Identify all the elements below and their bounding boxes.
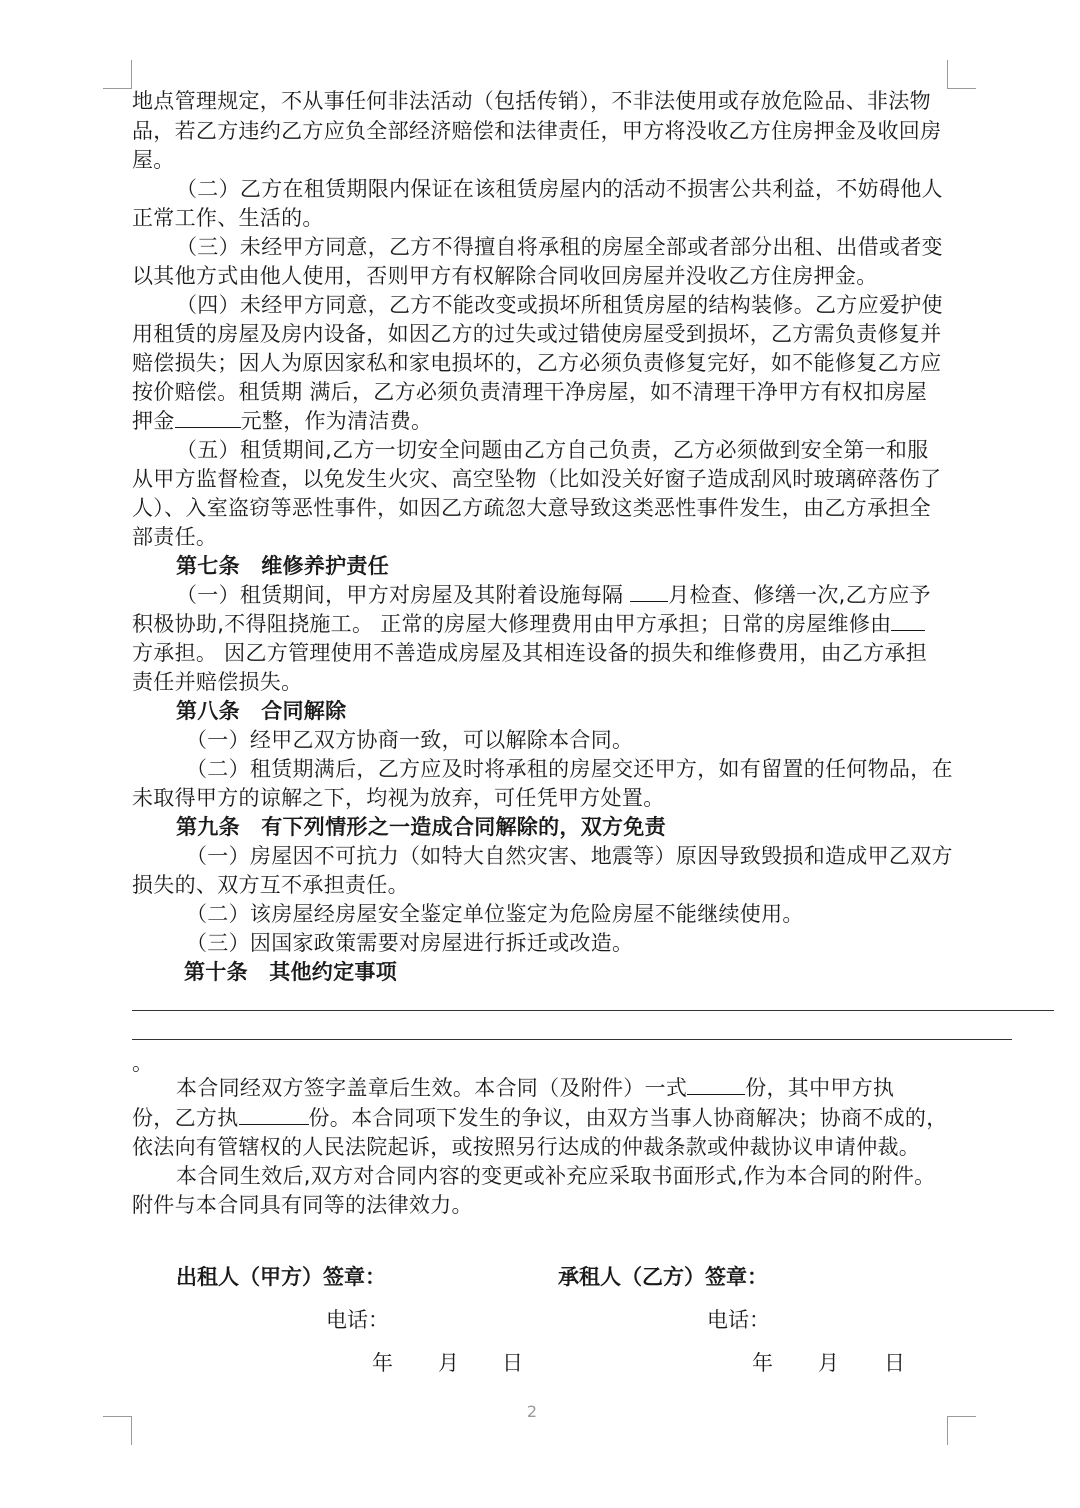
clause-line [176, 581, 996, 610]
paragraph-line: 屋。 [132, 148, 175, 172]
lessor-date-month: 月 [438, 1351, 459, 1375]
page-number: 2 [526, 1402, 538, 1421]
paragraph-line: 依法向有管辖权的人民法院起诉，或按照另行达成的仲裁条款或仲裁协议申请仲裁。 [132, 1135, 921, 1159]
clause-line [176, 1074, 996, 1103]
paragraph-line: 正常工作、生活的。 [132, 206, 324, 230]
clause-line: （三）因国家政策需要对房屋进行拆迁或改造。 [186, 931, 634, 955]
article-7-heading: 第七条 维修养护责任 [176, 554, 389, 578]
lessee-date-year: 年 [752, 1351, 773, 1375]
article-9-heading: 第九条 有下列情形之一造成合同解除的，双方免责 [176, 815, 666, 839]
clause-line: 本合同生效后,双方对合同内容的变更或补充应采取书面形式,作为本合同的附件。 [176, 1164, 936, 1188]
clause-line: （一）房屋因不可抗力（如特大自然灾害、地震等）原因导致毁损和造成甲乙双方 [186, 844, 953, 868]
lessor-phone-label: 电话： [326, 1308, 389, 1332]
clause-line: （二）该房屋经房屋安全鉴定单位鉴定为危险房屋不能继续使用。 [186, 902, 804, 926]
paragraph-line: 赔偿损失；因人为原因家私和家电损坏的，乙方必须负责修复完好，如不能修复乙方应 [132, 351, 942, 375]
lessee-date-month: 月 [818, 1351, 839, 1375]
inspection-interval-blank[interactable] [630, 581, 668, 602]
paragraph-line: 损失的、双方互不承担责任。 [132, 873, 409, 897]
paragraph-text: 元整，作为清洁费。 [240, 409, 433, 433]
clause-line: （五）租赁期间,乙方一切安全问题由乙方自己负责，乙方必须做到安全第一和服 [176, 438, 929, 462]
paragraph-line: 责任并赔偿损失。 [132, 670, 303, 694]
paragraph-text: 份，其中甲方执 [745, 1076, 895, 1100]
copies-lessee-blank[interactable] [239, 1104, 309, 1125]
article-10-heading: 第十条 其他约定事项 [184, 960, 397, 984]
deposit-amount-blank[interactable] [175, 407, 241, 428]
paragraph-text: （一）租赁期间，甲方对房屋及其附着设施每隔 [176, 583, 631, 607]
crop-mark-bottom-left [103, 1416, 132, 1445]
clause-line: （一）经甲乙双方协商一致，可以解除本合同。 [186, 728, 634, 752]
paragraph-line: 未取得甲方的谅解之下，均视为放弃，可任凭甲方处置。 [132, 786, 665, 810]
paragraph-line: 方承担。 因乙方管理使用不善造成房屋及其相连设备的损失和维修费用，由乙方承担 [132, 641, 928, 665]
paragraph-line: 部责任。 [132, 525, 218, 549]
paragraph-line: 。 [132, 1051, 154, 1075]
paragraph-line: 品，若乙方违约乙方应负全部经济赔偿和法律责任，甲方将没收乙方住房押金及收回房 [132, 119, 942, 143]
crop-mark-top-right [947, 60, 976, 89]
paragraph-line [132, 610, 952, 639]
copies-total-blank[interactable] [687, 1074, 745, 1095]
paragraph-line: 用租赁的房屋及房内设备，如因乙方的过失或过错使房屋受到损坏，乙方需负责修复并 [132, 322, 942, 346]
lessee-phone-label: 电话： [707, 1308, 770, 1332]
paragraph-line: 从甲方监督检查，以免发生火灾、高空坠物（比如没关好窗子造成刮风时玻璃碎落伤了 [132, 467, 942, 491]
paragraph-line [132, 1104, 952, 1133]
clause-line: （二）乙方在租赁期限内保证在该租赁房屋内的活动不损害公共利益，不妨碍他人 [176, 177, 943, 201]
lessor-date-year: 年 [372, 1351, 393, 1375]
paragraph-line [132, 407, 952, 436]
repair-party-blank[interactable] [891, 610, 925, 631]
paragraph-text: 积极协助,不得阻挠施工。 正常的房屋大修理费用由甲方承担；日常的房屋维修由 [132, 612, 892, 636]
crop-mark-top-left [103, 60, 132, 89]
lessee-signature-label: 承租人（乙方）签章： [558, 1265, 768, 1289]
lessee-date-day: 日 [884, 1351, 905, 1375]
clause-line: （四）未经甲方同意，乙方不能改变或损坏所租赁房屋的结构装修。乙方应爱护使 [176, 293, 943, 317]
paragraph-line: 附件与本合同具有同等的法律效力。 [132, 1193, 473, 1217]
lessor-date-day: 日 [502, 1351, 523, 1375]
article-8-heading: 第八条 合同解除 [176, 699, 347, 723]
paragraph-line: 按价赔偿。租赁期 满后，乙方必须负责清理干净房屋，如不清理干净甲方有权扣房屋 [132, 380, 928, 404]
paragraph-text: 份，乙方执 [132, 1106, 239, 1130]
paragraph-text: 份。本合同项下发生的争议，由双方当事人协商解决；协商不成的， [308, 1106, 948, 1130]
paragraph-line: 人）、入室盗窃等恶性事件，如因乙方疏忽大意导致这类恶性事件发生，由乙方承担全 [132, 496, 931, 520]
paragraph-line: 以其他方式由他人使用，否则甲方有权解除合同收回房屋并没收乙方住房押金。 [132, 264, 878, 288]
lessor-signature-label: 出租人（甲方）签章： [176, 1265, 386, 1289]
paragraph-text: 月检查、修缮一次,乙方应予 [668, 583, 931, 607]
paragraph-text: 押金 [132, 409, 175, 433]
blank-rule-line[interactable] [132, 1010, 1054, 1011]
clause-line: （二）租赁期满后，乙方应及时将承租的房屋交还甲方，如有留置的任何物品，在 [186, 757, 953, 781]
paragraph-text: 本合同经双方签字盖章后生效。本合同（及附件）一式 [176, 1076, 688, 1100]
crop-mark-bottom-right [947, 1416, 976, 1445]
blank-rule-line[interactable] [132, 1039, 1012, 1040]
paragraph-line: 地点管理规定，不从事任何非法活动（包括传销），不非法使用或存放危险品、非法物 [132, 89, 931, 113]
clause-line: （三）未经甲方同意，乙方不得擅自将承租的房屋全部或者部分出租、出借或者变 [176, 235, 943, 259]
